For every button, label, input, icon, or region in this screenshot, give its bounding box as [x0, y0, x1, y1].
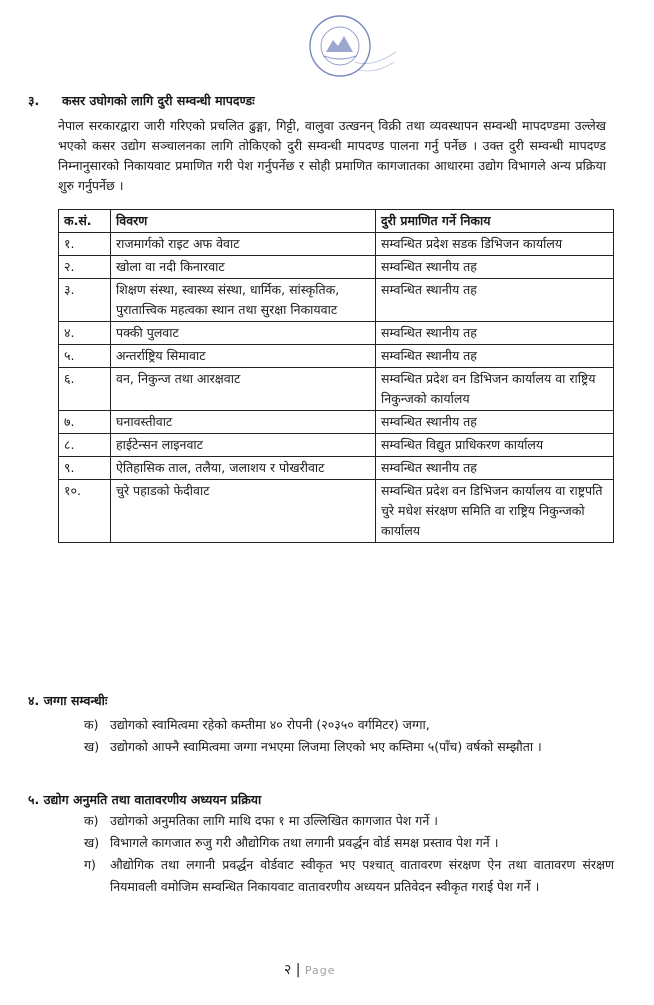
cell-serial: ९. [59, 457, 111, 480]
cell-serial: ५. [59, 345, 111, 368]
table-row [59, 233, 614, 256]
cell-serial: १०. [59, 480, 111, 543]
cell-description: अन्तर्राष्ट्रिय सिमावाट [111, 345, 376, 368]
cell-serial: १. [59, 233, 111, 256]
cell-description: वन, निकुन्ज तथा आरक्षवाट [111, 368, 376, 411]
cell-description: खोला वा नदी किनारवाट [111, 256, 376, 279]
cell-authority: सम्वन्धित प्रदेश सडक डिभिजन कार्यालय [376, 233, 614, 256]
cell-description: घनावस्तीवाट [111, 411, 376, 434]
table-row [59, 345, 614, 368]
cell-serial: ७. [59, 411, 111, 434]
table-row [59, 322, 614, 345]
list-item [84, 854, 614, 898]
cell-description: हाईटेन्सन लाइनवाट [111, 434, 376, 457]
item-label: ग) [84, 857, 96, 872]
col-header-serial: क.सं. [59, 210, 111, 233]
page-word: Page [304, 964, 336, 977]
cell-authority: सम्वन्धित प्रदेश वन डिभिजन कार्यालय वा राष्ट्रपति चुरे मधेश संरक्षण समिति वा राष्ट्रिय निकुन्जको कार्यालय [376, 480, 614, 543]
item-text: उद्योगको आफ्नै स्वामित्वमा जग्गा नभएमा लिजमा लिएको भए कम्तिमा ५(पाँच) वर्षको सम्झौता । [110, 739, 542, 754]
cell-authority: सम्वन्धित स्थानीय तह [376, 322, 614, 345]
table-row [59, 411, 614, 434]
item-label: ख) [84, 739, 100, 754]
section-3-title: कसर उघोगको लागि दुरी सम्वन्धी मापदण्डः [61, 93, 255, 108]
item-text: औद्योगिक तथा लगानी प्रवर्द्धन वोर्डवाट स्वीकृत भए पश्चात् वातावरण संरक्षण ऐन तथा वातावरण संरक्षण नियमावली वमोजिम सम्वन्धित निकायवाट वातावरणीय अध्ययन प्रतिवेदन स्वीकृत गराई पेश गर्ने । [110, 857, 614, 894]
item-label: ख) [84, 835, 100, 850]
cell-description: पक्की पुलवाट [111, 322, 376, 345]
table-row [59, 457, 614, 480]
cell-serial: २. [59, 256, 111, 279]
cell-serial: ४. [59, 322, 111, 345]
section-5-list [84, 810, 614, 898]
table-row [59, 279, 614, 322]
cell-authority: सम्वन्धित स्थानीय तह [376, 279, 614, 322]
section-4-list [84, 714, 614, 758]
section-5-heading: ५. उद्योग अनुमति तथा वातावरणीय अध्ययन प्रक्रिया [28, 792, 262, 807]
list-item [84, 714, 614, 736]
page-number: २ [284, 962, 292, 978]
cell-description: शिक्षण संस्था, स्वास्थ्य संस्था, धार्मिक, सांस्कृतिक, पुरातात्त्विक महत्वका स्थान तथा सुरक्षा निकायवाट [111, 279, 376, 322]
section-3-number: ३. [28, 93, 40, 108]
cell-serial: ८. [59, 434, 111, 457]
table-row [59, 256, 614, 279]
cell-serial: ६. [59, 368, 111, 411]
col-header-authority: दुरी प्रमाणित गर्ने निकाय [376, 210, 614, 233]
list-item [84, 736, 614, 758]
item-text: उद्योगको अनुमतिका लागि माथि दफा १ मा उल्लिखित कागजात पेश गर्ने । [110, 813, 438, 828]
section-4-heading: ४. जग्गा सम्वन्धीः [28, 693, 108, 708]
government-seal-logo [300, 12, 400, 80]
list-item [84, 832, 614, 854]
section-3-paragraph: नेपाल सरकारद्वारा जारी गरिएको प्रचलित ढुङ्गा, गिट्टी, वालुवा उत्खनन् विक्री तथा व्यवस्थापन सम्वन्धी मापदण्डमा उल्लेख भएको कसर उद्योग सञ्चालनका लागि तोकिएको दुरी सम्वन्धी मापदण्ड पालना गर्नु पर्नेछ । उक्त दुरी सम्वन्धी मापदण्ड निम्नानुसारको निकायवाट प्रमाणित गरी पेश गर्नुपर्नेछ र सोही प्रमाणित कागजातका आधारमा उद्योग विभागले अन्य प्रक्रिया शुरु गर्नुपर्नेछ । [58, 118, 606, 193]
table-row [59, 480, 614, 543]
item-text: उद्योगको स्वामित्वमा रहेको कम्तीमा ४० रोपनी (२०३५० वर्गमिटर) जग्गा, [110, 717, 430, 732]
cell-authority: सम्वन्धित स्थानीय तह [376, 256, 614, 279]
table-header-row [59, 210, 614, 233]
cell-authority: सम्वन्धित स्थानीय तह [376, 457, 614, 480]
page-separator: | [295, 962, 301, 978]
item-label: क) [84, 813, 99, 828]
table-row [59, 434, 614, 457]
cell-authority: सम्वन्धित स्थानीय तह [376, 411, 614, 434]
list-item [84, 810, 614, 832]
distance-standards-table [58, 209, 614, 543]
cell-authority: सम्वन्धित विद्युत प्राधिकरण कार्यालय [376, 434, 614, 457]
page-footer [284, 960, 336, 979]
cell-authority: सम्वन्धित प्रदेश वन डिभिजन कार्यालय वा राष्ट्रिय निकुन्जको कार्यालय [376, 368, 614, 411]
section-3-heading [28, 92, 255, 109]
col-header-description: विवरण [111, 210, 376, 233]
cell-description: चुरे पहाडको फेदीवाट [111, 480, 376, 543]
cell-authority: सम्वन्धित स्थानीय तह [376, 345, 614, 368]
item-label: क) [84, 717, 99, 732]
cell-description: राजमार्गको राइट अफ वेवाट [111, 233, 376, 256]
cell-description: ऐतिहासिक ताल, तलैया, जलाशय र पोखरीवाट [111, 457, 376, 480]
cell-serial: ३. [59, 279, 111, 322]
item-text: विभागले कागजात रुजु गरी औद्योगिक तथा लगानी प्रवर्द्धन वोर्ड समक्ष प्रस्ताव पेश गर्ने । [110, 835, 499, 850]
table-row [59, 368, 614, 411]
